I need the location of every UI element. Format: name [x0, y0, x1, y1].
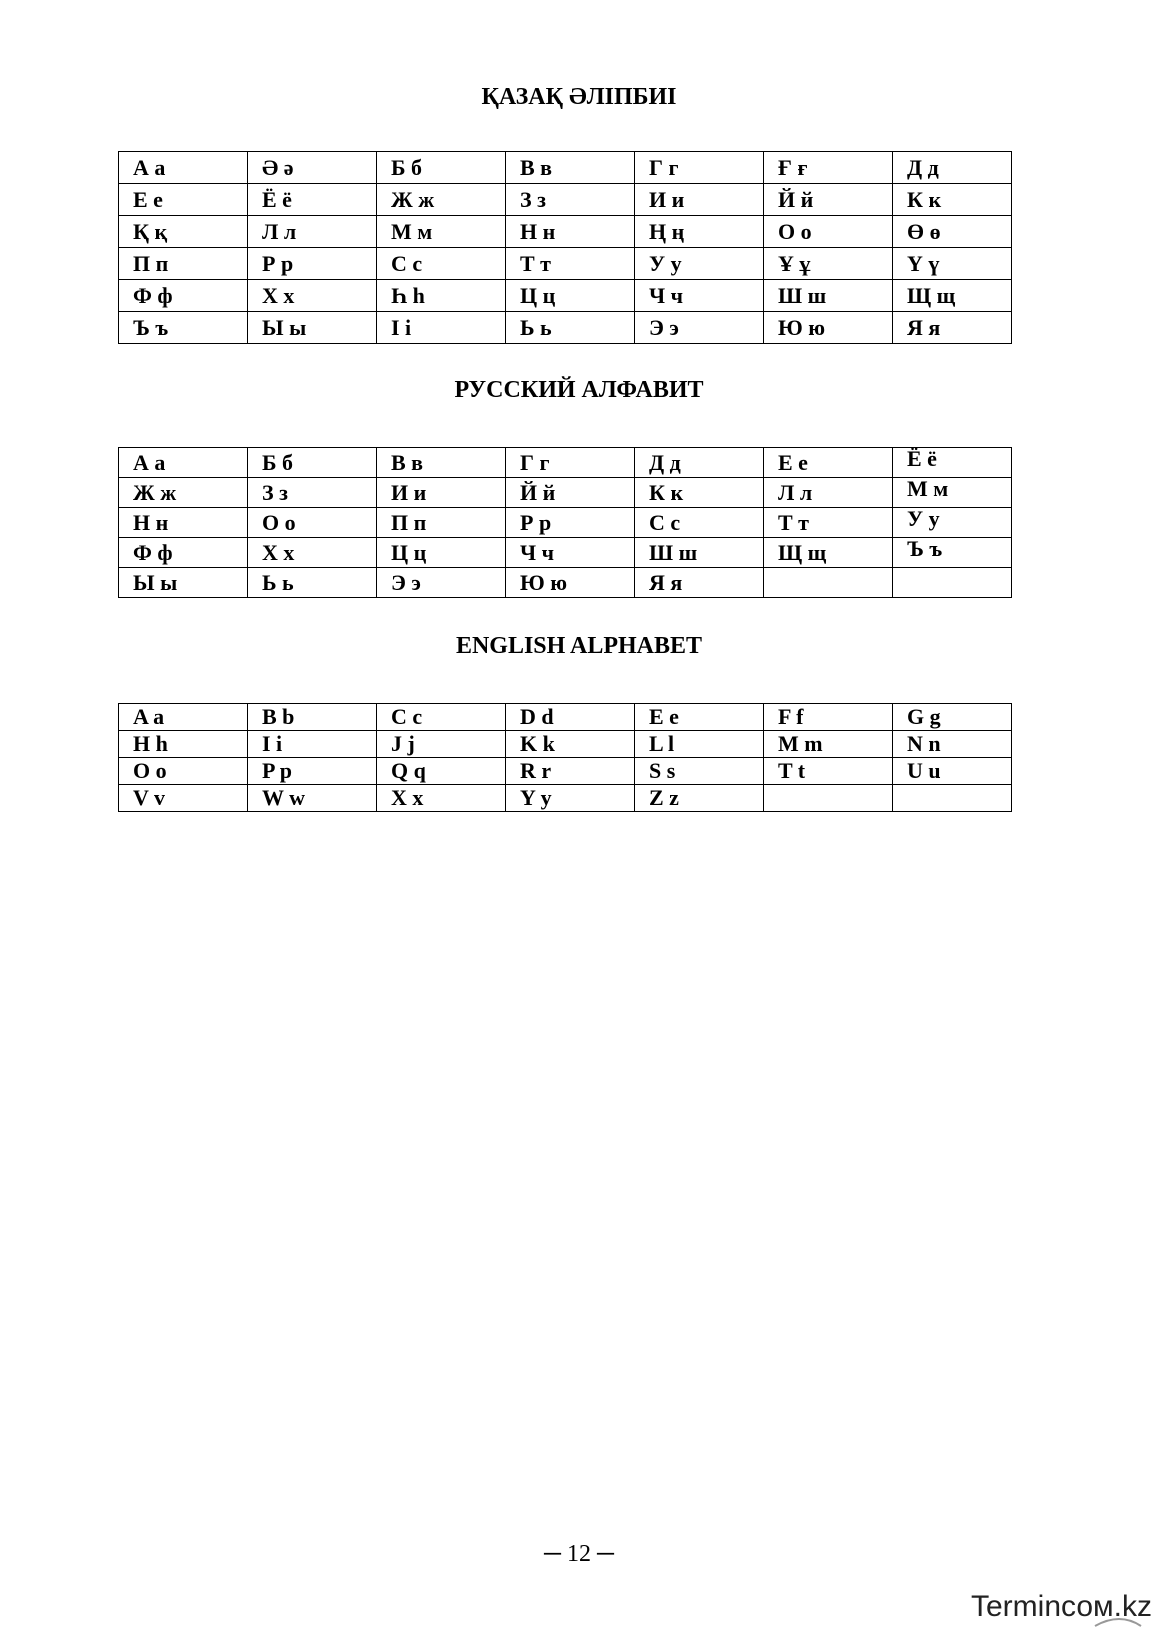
letter-cell: S s — [635, 758, 764, 785]
letter-cell: О о — [764, 216, 893, 248]
letter-cell: Ё ё — [248, 184, 377, 216]
letter-cell: Н н — [119, 508, 248, 538]
letter-cell: И и — [635, 184, 764, 216]
letter-cell: З з — [248, 478, 377, 508]
letter-cell: G g — [893, 704, 1012, 731]
letter-cell: Ғ ғ — [764, 152, 893, 184]
letter-cell: Ү ү — [893, 248, 1012, 280]
letter-cell: Ъ ъ — [119, 312, 248, 344]
letter-cell: К к — [635, 478, 764, 508]
letter-cell: Ю ю — [764, 312, 893, 344]
english-alphabet-title: ENGLISH ALPHABET — [455, 633, 703, 659]
table-row — [119, 184, 1012, 216]
letter-cell: Ц ц — [506, 280, 635, 312]
letter-cell: H h — [119, 731, 248, 758]
letter-cell: L l — [635, 731, 764, 758]
kazakh-alphabet-title: ҚАЗАҚ ӘЛІПБИІ — [481, 84, 677, 110]
letter-cell: Q q — [377, 758, 506, 785]
letter-cell: Е е — [764, 448, 893, 478]
letter-cell: U u — [893, 758, 1012, 785]
letter-cell: X x — [377, 785, 506, 812]
table-row — [119, 508, 1012, 538]
table-row — [119, 152, 1012, 184]
table-row — [119, 538, 1012, 568]
letter-cell: Ю ю — [506, 568, 635, 598]
letter-cell: П п — [377, 508, 506, 538]
letter-cell: Й й — [764, 184, 893, 216]
letter-cell: B b — [248, 704, 377, 731]
letter-cell: Х х — [248, 280, 377, 312]
letter-cell: Ь ь — [248, 568, 377, 598]
letter-cell: К к — [893, 184, 1012, 216]
letter-cell: A a — [119, 704, 248, 731]
letter-cell: Л л — [248, 216, 377, 248]
table-row — [119, 785, 1012, 812]
letter-cell: А а — [119, 448, 248, 478]
letter-cell: М м — [377, 216, 506, 248]
letter-cell: Б б — [377, 152, 506, 184]
letter-cell: Ы ы — [119, 568, 248, 598]
letter-cell: Д д — [893, 152, 1012, 184]
letter-cell: F f — [764, 704, 893, 731]
letter-cell: Щ щ — [764, 538, 893, 568]
letter-cell — [893, 785, 1012, 812]
letter-cell: С с — [635, 508, 764, 538]
letter-cell: Э э — [635, 312, 764, 344]
table-row — [119, 312, 1012, 344]
letter-cell: Д д — [635, 448, 764, 478]
letter-cell: E e — [635, 704, 764, 731]
letter-cell: Х х — [248, 538, 377, 568]
letter-cell: Z z — [635, 785, 764, 812]
page-number: ─ 12 ─ — [543, 1541, 614, 1567]
letter-cell: T t — [764, 758, 893, 785]
letter-cell: Е е — [119, 184, 248, 216]
letter-cell: Ъ ъ — [893, 538, 1012, 568]
letter-cell: А а — [119, 152, 248, 184]
letter-cell: Я я — [893, 312, 1012, 344]
letter-cell: Г г — [506, 448, 635, 478]
letter-cell: П п — [119, 248, 248, 280]
letter-cell: D d — [506, 704, 635, 731]
letter-cell: Г г — [635, 152, 764, 184]
letter-cell: Һ һ — [377, 280, 506, 312]
letter-cell: Ы ы — [248, 312, 377, 344]
letter-cell: W w — [248, 785, 377, 812]
letter-cell: Ч ч — [506, 538, 635, 568]
table-row — [119, 248, 1012, 280]
letter-cell: Й й — [506, 478, 635, 508]
letter-cell: В в — [377, 448, 506, 478]
letter-cell: R r — [506, 758, 635, 785]
letter-cell: Ш ш — [764, 280, 893, 312]
table-row — [119, 568, 1012, 598]
table-row — [119, 704, 1012, 731]
letter-cell: В в — [506, 152, 635, 184]
letter-cell: О о — [248, 508, 377, 538]
table-row — [119, 478, 1012, 508]
watermark-logo — [945, 1582, 1152, 1630]
letter-cell: Н н — [506, 216, 635, 248]
letter-cell: Я я — [635, 568, 764, 598]
table-row — [119, 448, 1012, 478]
letter-cell — [893, 568, 1012, 598]
letter-cell: Ц ц — [377, 538, 506, 568]
letter-cell: Ұ ұ — [764, 248, 893, 280]
letter-cell: Ж ж — [119, 478, 248, 508]
letter-cell — [764, 568, 893, 598]
letter-cell: Э э — [377, 568, 506, 598]
letter-cell: Л л — [764, 478, 893, 508]
letter-cell: І і — [377, 312, 506, 344]
letter-cell: С с — [377, 248, 506, 280]
letter-cell: I i — [248, 731, 377, 758]
letter-cell: Ң ң — [635, 216, 764, 248]
letter-cell: Ч ч — [635, 280, 764, 312]
letter-cell: N n — [893, 731, 1012, 758]
letter-cell: J j — [377, 731, 506, 758]
russian-alphabet-title: РУССКИЙ АЛФАВИТ — [454, 377, 704, 403]
letter-cell: Ь ь — [506, 312, 635, 344]
letter-cell: Т т — [764, 508, 893, 538]
table-row — [119, 758, 1012, 785]
letter-cell — [764, 785, 893, 812]
letter-cell: М м — [893, 478, 1012, 508]
watermark-text: Terminсом.kz — [971, 1590, 1152, 1623]
letter-cell: У у — [893, 508, 1012, 538]
letter-cell: P p — [248, 758, 377, 785]
letter-cell: Қ қ — [119, 216, 248, 248]
letter-cell: V v — [119, 785, 248, 812]
letter-cell: Р р — [506, 508, 635, 538]
letter-cell: Б б — [248, 448, 377, 478]
table-row — [119, 280, 1012, 312]
letter-cell: C c — [377, 704, 506, 731]
letter-cell: Ш ш — [635, 538, 764, 568]
letter-cell: Ж ж — [377, 184, 506, 216]
english-alphabet-table — [118, 703, 1012, 812]
letter-cell: O o — [119, 758, 248, 785]
letter-cell: Щ щ — [893, 280, 1012, 312]
letter-cell: Ф ф — [119, 280, 248, 312]
table-row — [119, 216, 1012, 248]
letter-cell: M m — [764, 731, 893, 758]
letter-cell: Ө ө — [893, 216, 1012, 248]
letter-cell: Ә ә — [248, 152, 377, 184]
russian-alphabet-table — [118, 447, 1012, 598]
letter-cell: Т т — [506, 248, 635, 280]
letter-cell: Ё ё — [893, 448, 1012, 478]
kazakh-alphabet-table — [118, 151, 1012, 344]
letter-cell: З з — [506, 184, 635, 216]
letter-cell: K k — [506, 731, 635, 758]
letter-cell: Р р — [248, 248, 377, 280]
letter-cell: И и — [377, 478, 506, 508]
letter-cell: У у — [635, 248, 764, 280]
letter-cell: Ф ф — [119, 538, 248, 568]
table-row — [119, 731, 1012, 758]
letter-cell: Y y — [506, 785, 635, 812]
